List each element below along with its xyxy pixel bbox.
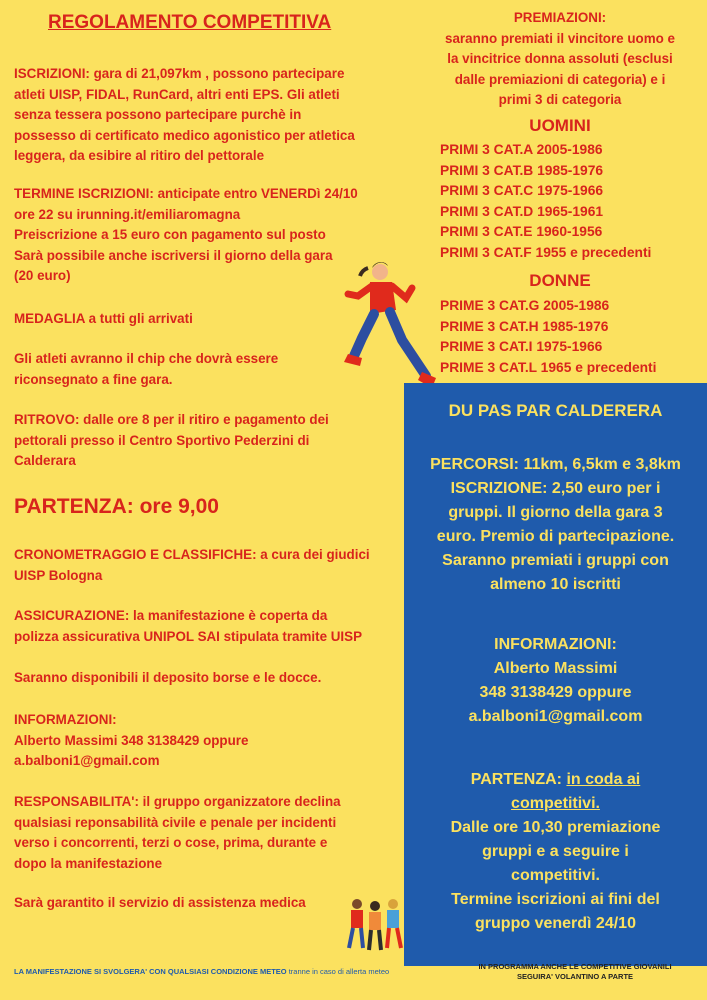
text-line: RITROVO: dalle ore 8 per il ritiro e pagamento dei xyxy=(14,412,329,427)
uomini-heading: UOMINI xyxy=(529,116,591,135)
text-line: qualsiasi reponsabilità civile e penale per incidenti xyxy=(14,814,337,830)
text-line: INFORMAZIONI: xyxy=(494,636,617,653)
footer-rest: tranne in caso di allerta meteo xyxy=(286,967,390,976)
uomini-list xyxy=(440,140,651,263)
runners-group-illustration xyxy=(345,896,405,958)
text-line: verso i concorrenti, terzi o cose, prima, durante e xyxy=(14,835,328,850)
text-line: polizza assicurativa UNIPOL SAI stipulata tramite UISP xyxy=(14,628,363,644)
page-title: REGOLAMENTO COMPETITIVA xyxy=(48,12,332,33)
text-line: dalle premiazioni di categoria) e i xyxy=(454,71,666,87)
partenza-label: PARTENZA: xyxy=(470,771,562,788)
text-line: Alberto Massimi xyxy=(493,660,618,677)
text-line: saranno premiati il vincitore uomo e xyxy=(445,30,675,46)
text-line: ISCRIZIONI: gara di 21,097km , possono partecipare xyxy=(14,66,345,81)
text-line: ASSICURAZIONE: la manifestazione è coperta da xyxy=(14,608,328,623)
footer-programma-note xyxy=(455,962,695,982)
text-line: dopo la manifestazione xyxy=(14,855,163,871)
ritrovo-block xyxy=(14,410,399,472)
text-line: UISP Bologna xyxy=(14,567,103,583)
text-line: a.balboni1@gmail.com xyxy=(468,708,643,725)
assistenza-text: Sarà garantito il servizio di assistenza medica xyxy=(14,895,306,910)
text-line: la vincitrice donna assoluti (esclusi xyxy=(447,51,673,66)
percorsi-block xyxy=(404,453,707,597)
iscrizioni-block xyxy=(14,64,399,167)
text-line: PREMIAZIONI: xyxy=(513,10,607,25)
text-line: IN PROGRAMMA ANCHE LE COMPETITIVE GIOVANILI xyxy=(478,962,672,971)
text-line: a.balboni1@gmail.com xyxy=(14,753,160,768)
text-line: euro. Premio di partecipazione. xyxy=(436,528,675,545)
du-pas-par-calderara-panel xyxy=(404,383,707,966)
list-item: PRIMI 3 CAT.A 2005-1986 xyxy=(440,142,603,157)
text-line: gruppo venerdì 24/10 xyxy=(475,915,636,932)
list-item: PRIME 3 CAT.H 1985-1976 xyxy=(440,318,609,334)
text-line: ore 22 su irunning.it/emiliaromagna xyxy=(14,206,241,222)
premiazioni-block xyxy=(410,8,707,111)
assicurazione-block xyxy=(14,606,399,647)
deposito-text: Saranno disponibili il deposito borse e le docce. xyxy=(14,670,322,685)
donne-heading: DONNE xyxy=(529,271,591,290)
text-line: Sarà possibile anche iscriversi il giorno della gara xyxy=(14,247,333,263)
text-line: Calderara xyxy=(14,453,76,468)
list-item: PRIMI 3 CAT.F 1955 e precedenti xyxy=(440,244,652,260)
text-line: senza tessera possono partecipare purchè in xyxy=(14,107,302,122)
blue-partenza-block xyxy=(404,768,707,936)
text-line: ISCRIZIONE: 2,50 euro per i xyxy=(450,480,661,497)
text-line: RESPONSABILITA': il gruppo organizzatore declina xyxy=(14,794,341,809)
text-line: Termine iscrizioni ai fini del xyxy=(451,891,660,908)
partenza-underlined: competitivi. xyxy=(511,795,600,812)
text-line: (20 euro) xyxy=(14,268,71,283)
crono-block xyxy=(14,545,399,586)
text-line: competitivi. xyxy=(511,867,600,884)
text-line: SEGUIRA' VOLANTINO A PARTE xyxy=(516,972,634,981)
text-line: Saranno premiati i gruppi con xyxy=(442,552,669,569)
text-line: riconsegnato a fine gara. xyxy=(14,371,173,387)
text-line: atleti UISP, FIDAL, RunCard, altri enti EPS. Gli atleti xyxy=(14,86,340,102)
informazioni-block xyxy=(14,710,399,772)
text-line: 348 3138429 oppure xyxy=(479,684,632,701)
list-item: PRIMI 3 CAT.B 1985-1976 xyxy=(440,162,604,178)
list-item: PRIMI 3 CAT.D 1965-1961 xyxy=(440,203,604,219)
text-line: CRONOMETRAGGIO E CLASSIFICHE: a cura dei giudici xyxy=(14,547,370,562)
donne-list xyxy=(440,296,657,378)
text-line: PERCORSI: 11km, 6,5km e 3,8km xyxy=(430,456,681,473)
text-line: pettorali presso il Centro Sportivo Pederzini di xyxy=(14,432,310,448)
text-line: Dalle ore 10,30 premiazione xyxy=(450,819,661,836)
text-line: Alberto Massimi 348 3138429 oppure xyxy=(14,732,249,748)
blue-info-block xyxy=(404,633,707,729)
runner-woman-illustration xyxy=(340,258,440,398)
list-item: PRIME 3 CAT.I 1975-1966 xyxy=(440,339,603,354)
list-item: PRIME 3 CAT.G 2005-1986 xyxy=(440,298,610,313)
list-item: PRIME 3 CAT.L 1965 e precedenti xyxy=(440,359,657,375)
text-line: leggera, da esibire al ritiro del pettorale xyxy=(14,148,265,163)
responsabilita-block xyxy=(14,792,399,874)
text-line: INFORMAZIONI: xyxy=(14,712,117,727)
list-item: PRIMI 3 CAT.E 1960-1956 xyxy=(440,224,603,239)
footer-meteo-note xyxy=(14,967,389,976)
blue-panel-title: DU PAS PAR CALDERERA xyxy=(448,401,663,420)
list-item: PRIMI 3 CAT.C 1975-1966 xyxy=(440,183,604,198)
text-line: almeno 10 iscritti xyxy=(490,576,621,593)
text-line: gruppi. Il giorno della gara 3 xyxy=(448,504,663,521)
text-line: possesso di certificato medico agonistico per atletica xyxy=(14,127,355,143)
text-line: Gli atleti avranno il chip che dovrà essere xyxy=(14,351,279,366)
partenza-heading: PARTENZA: ore 9,00 xyxy=(14,495,219,518)
text-line: TERMINE ISCRIZIONI: anticipate entro VENERDì 24/10 xyxy=(14,186,358,201)
footer-bold: LA MANIFESTAZIONE SI SVOLGERA' CON QUALSIASI CONDIZIONE METEO xyxy=(14,967,287,976)
text-line: Preiscrizione a 15 euro con pagamento sul posto xyxy=(14,227,326,242)
text-line: primi 3 di categoria xyxy=(498,92,622,107)
medaglia-text: MEDAGLIA a tutti gli arrivati xyxy=(14,311,193,326)
partenza-underlined: in coda ai xyxy=(566,771,641,788)
text-line: gruppi e a seguire i xyxy=(482,843,629,860)
